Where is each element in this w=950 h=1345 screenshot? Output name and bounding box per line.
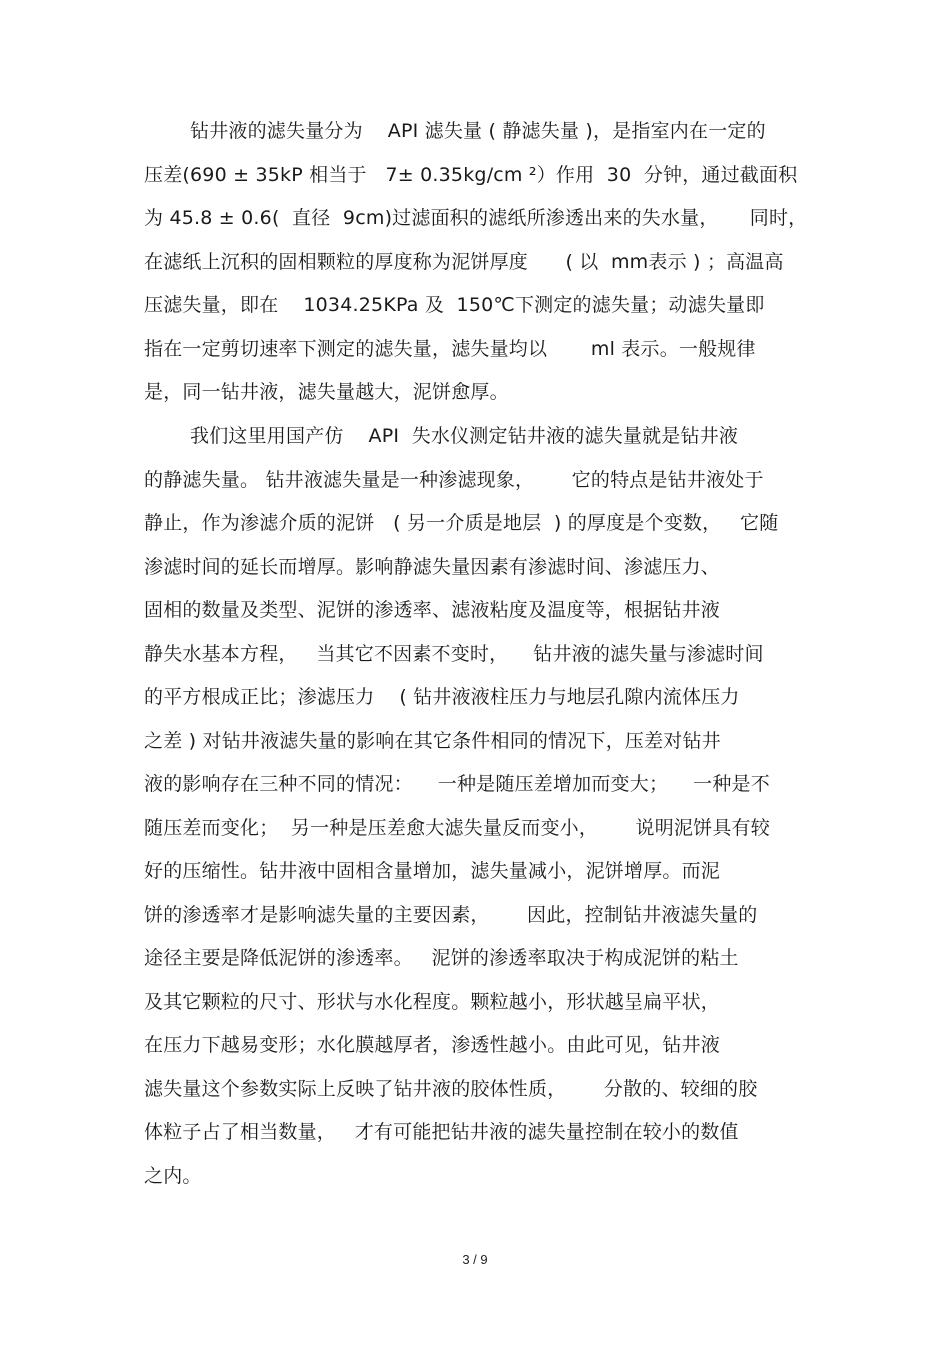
text-line: 滤失量这个参数实际上反映了钻井液的胶体性质， 分散的、较细的胶: [144, 1077, 758, 1100]
text-line: 之内。: [144, 1164, 202, 1187]
text-line: 为 45.8 ± 0.6( 直径 9cm)过滤面积的滤纸所渗透出来的失水量， 同时，: [144, 207, 808, 229]
text-line: 静失水基本方程， 当其它不因素不变时， 钻井液的滤失量与渗滤时间: [144, 642, 764, 665]
paragraph-static-filtration: [144, 415, 814, 1198]
paragraph-filtration-definition: [144, 110, 814, 415]
text-line: 压滤失量，即在 1034.25KPa 及 150℃下测定的滤失量；动滤失量即: [144, 294, 765, 316]
text-line: 静止，作为渗滤介质的泥饼 ( 另一介质是地层 ) 的厚度是个变数， 它随: [144, 512, 779, 534]
text-line: 好的压缩性。钻井液中固相含量增加，滤失量减小，泥饼增厚。而泥: [144, 860, 721, 882]
text-line: 压差(690 ± 35kP 相当于 7± 0.35kg/cm ²）作用 30 分钟，通过截面积: [144, 163, 798, 186]
text-line: 在滤纸上沉积的固相颗粒的厚度称为泥饼厚度 ( 以 mm表示 ) ；高温高: [144, 250, 784, 273]
text-line: 途径主要是降低泥饼的渗透率。 泥饼的渗透率取决于构成泥饼的粘土: [144, 947, 739, 969]
text-line: 的平方根成正比；渗滤压力 ( 钻井液液柱压力与地层孔隙内流体压力: [144, 686, 740, 708]
text-line: 是，同一钻井液，滤失量越大，泥饼愈厚。: [144, 381, 509, 403]
text-line: 及其它颗粒的尺寸、形状与水化程度。颗粒越小，形状越呈扁平状，: [144, 990, 721, 1013]
text-line: 固相的数量及类型、泥饼的渗透率、滤液粘度及温度等，根据钻井液: [144, 599, 721, 621]
text-line: 钻井液的滤失量分为 API 滤失量 ( 静滤失量 )，是指室内在一定的: [190, 120, 766, 142]
text-line: 随压差而变化； 另一种是压差愈大滤失量反而变小， 说明泥饼具有较: [144, 816, 770, 839]
text-line: 渗滤时间的延长而增厚。影响静滤失量因素有渗滤时间、渗滤压力、: [144, 555, 721, 578]
page-number: 3 / 9: [462, 1252, 488, 1267]
text-line: 液的影响存在三种不同的情况： 一种是随压差增加而变大； 一种是不: [144, 773, 770, 795]
text-line: 的静滤失量。 钻井液滤失量是一种渗滤现象， 它的特点是钻井液处于: [144, 468, 764, 491]
text-line: 饼的渗透率才是影响滤失量的主要因素， 因此，控制钻井液滤失量的: [144, 903, 758, 926]
text-line: 之差 ) 对钻井液滤失量的影响在其它条件相同的情况下，压差对钻井: [144, 729, 721, 752]
text-line: 在压力下越易变形；水化膜越厚者，渗透性越小。由此可见，钻井液: [144, 1034, 721, 1056]
text-line: 体粒子占了相当数量， 才有可能把钻井液的滤失量控制在较小的数值: [144, 1121, 739, 1143]
text-line: 指在一定剪切速率下测定的滤失量，滤失量均以 ml 表示。一般规律: [144, 337, 756, 360]
text-line: 我们这里用国产仿 API 失水仪测定钻井液的滤失量就是钻井液: [190, 425, 739, 447]
